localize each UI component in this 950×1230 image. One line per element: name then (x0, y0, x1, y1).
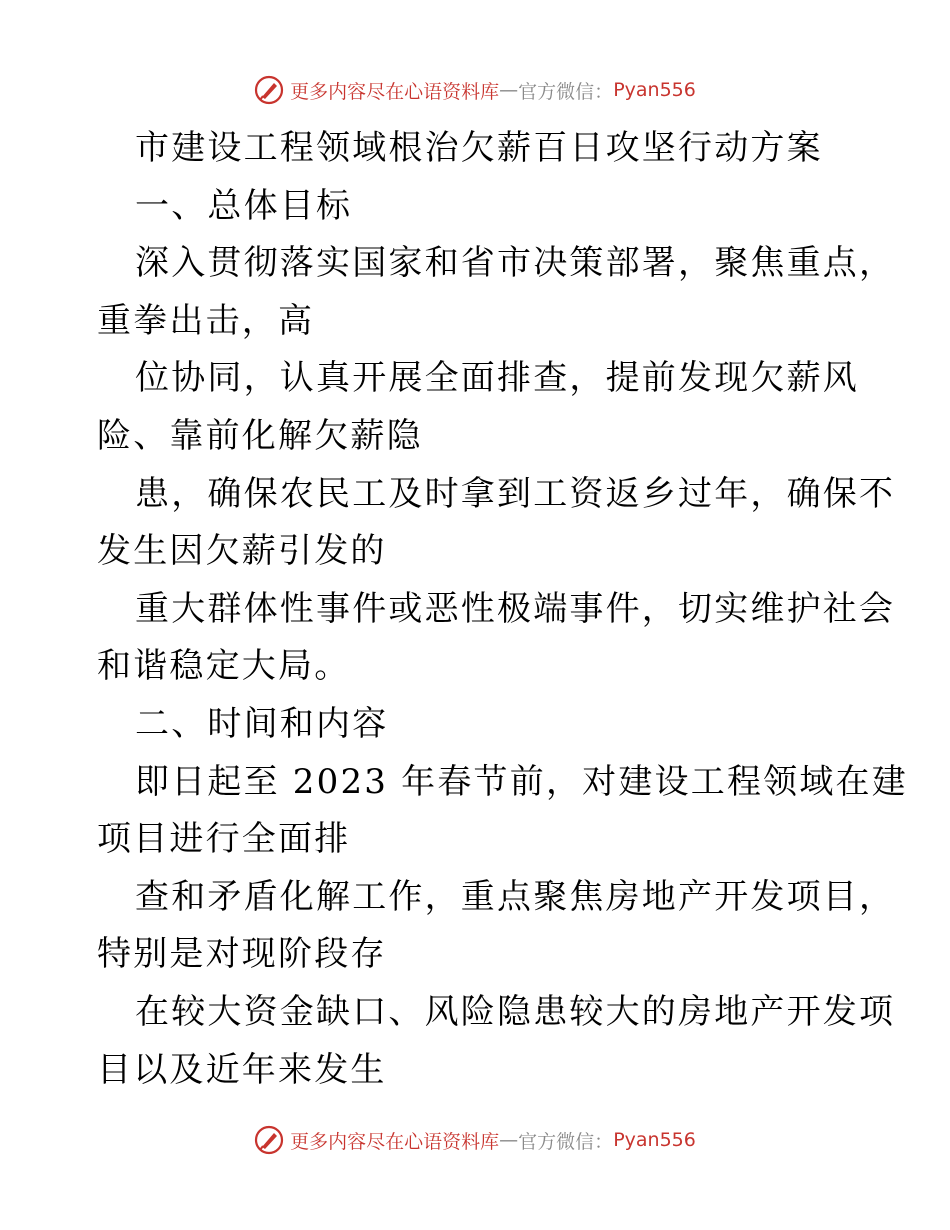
footer-banner (0, 1120, 950, 1160)
paragraph-line: 目以及近年来发生 (97, 1049, 387, 1090)
wechat-id: Pyan556 (613, 79, 696, 101)
site-text: 更多内容尽在心语资料库 (290, 80, 500, 103)
document-body (97, 120, 908, 1099)
section-heading: 二、时间和内容 (135, 703, 389, 744)
quill-pen-logo-icon (254, 75, 284, 105)
paragraph-line: 险、靠前化解欠薪隐 (97, 415, 423, 456)
document-title: 市建设工程领域根治欠薪百日攻坚行动方案 (135, 128, 823, 168)
wechat-id: Pyan556 (613, 1129, 696, 1151)
wechat-label: 官方微信： (518, 1130, 614, 1153)
paragraph-line: 和谐稳定大局。 (97, 646, 351, 687)
paragraph-line: 在较大资金缺口、风险隐患较大的房地产开发项 (135, 991, 896, 1032)
paragraph-line: 重拳出击，高 (97, 300, 315, 341)
wechat-label: 官方微信： (518, 80, 614, 103)
site-text: 更多内容尽在心语资料库 (290, 1130, 500, 1153)
paragraph-line: 患，确保农民工及时拿到工资返乡过年，确保不 (135, 473, 896, 514)
paragraph-line: 查和矛盾化解工作，重点聚焦房地产开发项目， (135, 876, 896, 917)
banner-dash: — (499, 1129, 519, 1151)
section-heading: 一、总体目标 (135, 185, 353, 226)
paragraph-line: 即日起至 2023 年春节前，对建设工程领域在建 (135, 761, 908, 802)
paragraph-line: 特别是对现阶段存 (97, 934, 387, 975)
paragraph-line: 发生因欠薪引发的 (97, 531, 387, 572)
quill-pen-logo-icon (254, 1125, 284, 1155)
banner-dash: — (499, 79, 519, 101)
paragraph-line: 位协同，认真开展全面排查，提前发现欠薪风 (135, 358, 859, 399)
paragraph-line: 项目进行全面排 (97, 819, 351, 860)
paragraph-line: 重大群体性事件或恶性极端事件，切实维护社会 (135, 588, 896, 629)
header-banner (0, 70, 950, 110)
paragraph-line: 深入贯彻落实国家和省市决策部署，聚焦重点， (135, 243, 896, 284)
